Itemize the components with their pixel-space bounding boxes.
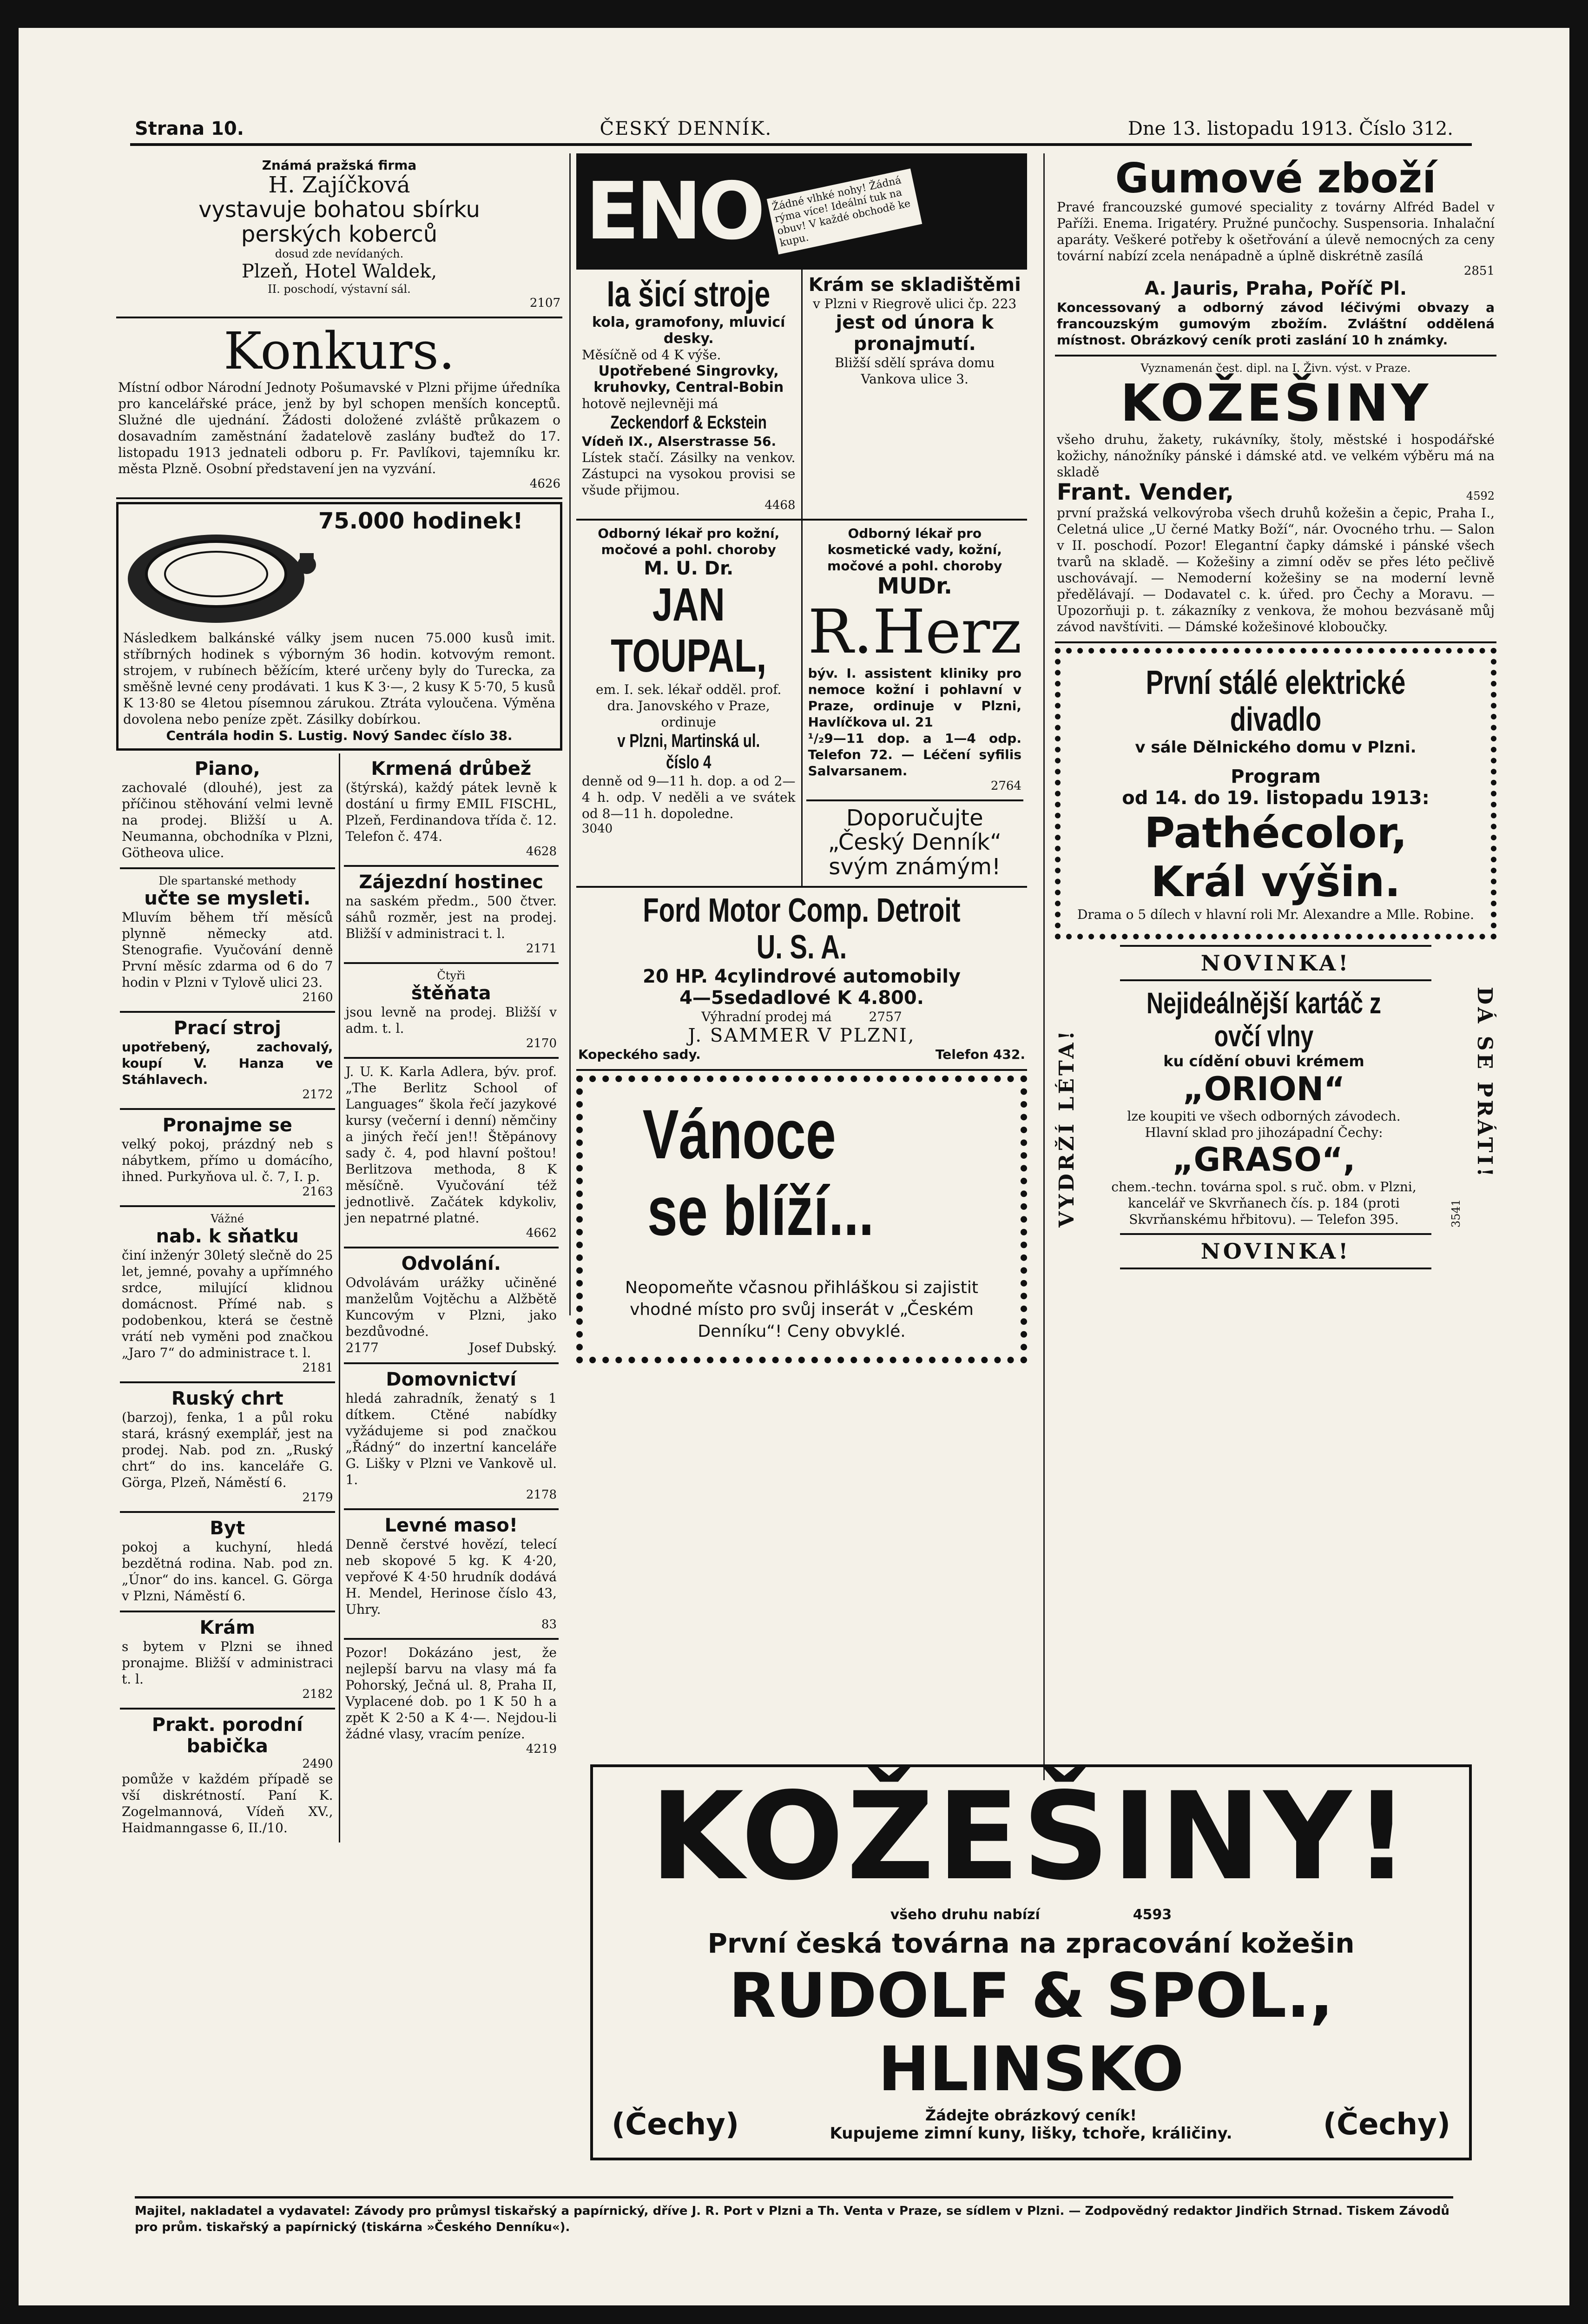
ad-siti — [580, 270, 797, 519]
ad-krmena-title: Krmená drůbež — [371, 758, 532, 779]
ad-domovnictvi-text: hledá zahradník, ženatý s 1 dítkem. Ctěné nabídky vyžádujeme si pod značkou „Řádný“ do inzertní kanceláře G. Lišky v Plzni ve Vankově ul. 1. — [345, 1390, 557, 1487]
ad-pronajme-text: velký pokoj, prázdný neb s nábytkem, přímo u domácího, ihned. Purkyňova ul. č. 7, I. p. — [122, 1136, 333, 1184]
ad-siti-foot: Lístek stačí. Zásilky na venkov. Zástupci na vysokou provisi se všude přijmou. — [582, 449, 796, 498]
ad-stenata-num: 2170 — [526, 1036, 557, 1050]
page-number: Strana 10. — [135, 118, 244, 139]
ad-vanoce-l1: Vánoce — [642, 1095, 836, 1174]
ad-siti-firm: Zeckendorf & Eckstein — [610, 412, 767, 433]
ad-siti-text: hotově nejlevněji má — [582, 396, 718, 411]
ad-pozor — [344, 1640, 559, 1763]
ad-hlinsko-right: (Čechy) — [1323, 2107, 1450, 2142]
ad-orion-right: DÁ SE PRÁTI! — [1473, 987, 1496, 1180]
ad-divadlo-sub: v sále Dělnického domu v Plzni. — [1135, 738, 1417, 757]
ad-toupal-hours: denně od 9—11 h. dop. a od 2—4 h. odp. V neděli a ve svátek od 8—11 h. dopoledne. — [582, 773, 796, 821]
ad-orion — [1055, 987, 1496, 1228]
ad-babicka-text: pomůže v každém případě se vší diskrétností. Paní K. Zogelmannová, Vídeň XV., Haidmanngasse 6, II./10. — [122, 1771, 333, 1835]
ad-hlinsko-firm: RUDOLF & SPOL., HLINSKO — [729, 1960, 1333, 2106]
ad-orion-title: Nejideálnější kartáč z ovčí vlny — [1146, 986, 1382, 1053]
ad-zajickova-l2: H. Zajíčková — [268, 172, 410, 198]
ad-mysleti — [120, 869, 335, 1013]
ad-stenata-pre: Čtyři — [437, 969, 466, 982]
ad-pronajme-num: 2163 — [302, 1184, 333, 1199]
ad-kozesiny-firm: Frant. Vender, — [1057, 479, 1234, 505]
ad-maso-num: 83 — [541, 1617, 557, 1631]
ad-krmena — [344, 753, 559, 867]
ad-orion-sub: ku cídění obuvi krémem — [1163, 1052, 1364, 1070]
ad-gumove-foot: Koncessovaný a odborný závod léčivými obvazy a francouzským gumovým zbožím. Zvláštní oddělená místnost. Obrázkový ceník proti zaslání 10 h známky. — [1057, 300, 1495, 348]
ad-zajickova-l4: perských koberců — [241, 221, 438, 247]
ad-toupal-text: em. I. sek. lékař odděl. prof. dra. Janovského v Praze, ordinuje — [596, 681, 782, 730]
ad-hlinsko-num: 4593 — [1133, 1907, 1172, 1923]
ad-siti-num: 4468 — [764, 498, 796, 512]
ad-zajickova-l7: II. poschodí, výstavní sál. — [268, 282, 411, 296]
ad-siti-used: Upotřebené Singrovky, kruhovky, Central-Bobin — [593, 363, 784, 396]
ad-hlinsko — [590, 1764, 1472, 2160]
ad-toupal-addr: v Plzni, Martinská ul. číslo 4 — [617, 730, 760, 772]
imprint-footer: Majitel, nakladatel a vydavatel: Závody pro průmysl tiskařský a papírnický, dříve J. R. Port v Plzni a Th. Venta v Praze, se sídlem v Plzni. — Zodpovědný redaktor Jindřich Strnad. Tiskem Závodů pro prům. tiskařský a papírnický (tiskárna »Českého Denníku«). — [135, 2196, 1453, 2236]
ad-divadlo-film2: Král výšin. — [1151, 858, 1401, 907]
ad-pronajme-title: Pronajme se — [162, 1114, 292, 1136]
ad-gumove-num: 2851 — [1463, 264, 1495, 278]
ad-zajickova-l1: Známá pražská firma — [262, 158, 417, 173]
ad-piano-title: Piano, — [194, 758, 260, 779]
ad-ford-price: 4—5sedadlové K 4.800. — [679, 987, 924, 1009]
ad-konkurs-text: Místní odbor Národní Jednoty Pošumavské v Plzni přijme úředníka pro kancelářské práce, jenž by byl schopen menších konceptů. Služné dle ujednání. Žádosti doložené zvláště průkazem o dosavadním zaměstnání žadatelově zaslány buďtež do 17. listopadu 1913 jednateli odboru p. Fr. Pavlíkovi, tajemníku kr. města Plzně. Osobní představení jen na vyzvání. — [118, 379, 560, 476]
ad-ford — [576, 888, 1027, 1071]
ad-pozor-text: Pozor! Dokázáno jest, že nejlepší barvu na vlasy má fa Pohorský, Ječná ul. 8, Praha II, Vyplacené dob. po 1 K 50 h a zpět K 2·50 a K 4·—. Nejdou-li žádné vlasy, vracím peníze. — [345, 1644, 557, 1742]
ad-byt-title: Byt — [210, 1517, 245, 1539]
ad-toupal-num: 3040 — [582, 821, 613, 836]
ad-snatku-text: činí inženýr 30letý slečně do 25 let, jemné, povahy a upřímného srdce, milující klidnou domácnost. Přímé nab. s podobenkou, která se čestně vrátí neb vyměni pod značkou „Jaro 7“ do administrace t. l. — [122, 1247, 333, 1360]
ad-domovnictvi-num: 2178 — [526, 1487, 557, 1502]
ad-piano-text: zachovalé (dlouhé), jest za příčinou stěhování velmi levně na prodej. Bližší u A. Neumanna, obchodníka v Plzni, Götheova ulice. — [122, 779, 333, 860]
ad-herz-top: Odborný lékař pro kosmetické vady, kožní, močové a pohl. choroby — [827, 525, 1002, 574]
ad-doporucujte-l3: svým známým! — [829, 854, 1001, 880]
ad-doporucujte — [806, 801, 1024, 886]
ad-ford-tel: Telefon 432. — [935, 1047, 1025, 1063]
eno-tagline: Žádné vlhké nohy! Žádná rýma více! Ideální tuk na obuv! V každé obchodě ke kupu. — [767, 169, 922, 255]
ad-stenata-title: štěňata — [411, 982, 491, 1004]
ad-byt-text: pokoj a kuchyní, hledá bezdětná rodina. Nab. pod zn. „Únor“ do ins. kancel. G. Görga v Plzni, Náměstí 6. — [122, 1539, 333, 1604]
ad-orion-left: VYDRŽÍ LÉTA! — [1055, 1028, 1079, 1228]
ad-snatku-title: nab. k sňatku — [156, 1225, 299, 1247]
ad-stenata-text: jsou levně na prodej. Bližší v adm. t. l. — [345, 1004, 557, 1036]
novinka-label-2: NOVINKA! — [1120, 1233, 1431, 1269]
ad-orion-name: „ORION“ — [1182, 1070, 1345, 1108]
ad-hodinek-text: Následkem balkánské války jsem nucen 75.000 kusů imit. stříbrných hodinek s výborným 36 hodin. kotvovým remont. strojem, v rubínech běžícím, které určeny byly do Turecka, za směšně levné ceny prodávati. 1 kus K 3·—, 2 kusy K 5·70, 5 kusů K 13·80 se 4letou písemnou zárukou. Ztráta vyloučena. Výměna dovolena nebo peníze zpět. Zásilky dobírkou. — [123, 630, 555, 727]
ad-snatku — [120, 1207, 335, 1383]
ad-pronajme — [120, 1110, 335, 1207]
ad-zajickova-l5: dosud zde nevídaných. — [275, 247, 404, 260]
ad-stenata — [344, 964, 559, 1059]
ad-gumove-title: Gumové zboží — [1115, 154, 1436, 202]
ad-zajezdni — [344, 867, 559, 964]
ad-krmena-num: 4628 — [526, 844, 557, 858]
issue-date: Dne 13. listopadu 1913. Číslo 312. — [1127, 118, 1453, 139]
ad-ford-addr: Kopeckého sady. — [578, 1047, 701, 1063]
ad-kozesiny-title: KOŽEŠINY — [1120, 373, 1431, 433]
ad-konkurs-title: Konkurs. — [224, 321, 455, 381]
ad-herz — [806, 521, 1024, 801]
ad-maso-text: Denně čerstvé hovězí, telecí neb skopové 5 kg. K 4·20, vepřové K 4·50 hrudník dodává H. Mendel, Herinose číslo 43, Uhry. — [345, 1536, 557, 1617]
column-divider-2 — [1043, 153, 1045, 1780]
ad-orion-t3: chem.-techn. továrna spol. s ruč. obm. v Plzni, kancelář ve Skvrňanech čís. p. 184 (proti Skvrňanskému hřbitovu). — Telefon 395. — [1111, 1179, 1417, 1227]
ad-kram-title: Krám — [199, 1617, 255, 1638]
ad-zajezdni-num: 2171 — [526, 941, 557, 956]
newspaper-page — [19, 28, 1569, 2305]
ad-odvolani-title: Odvolání. — [401, 1253, 501, 1274]
ad-herz-num: 2764 — [990, 779, 1021, 793]
ad-domovnictvi — [344, 1364, 559, 1510]
novinka-label-1: NOVINKA! — [1120, 945, 1431, 981]
ad-domovnictvi-title: Domovnictví — [386, 1368, 517, 1390]
ad-siti-sub: kola, gramofony, mluvicí desky. — [592, 314, 785, 347]
ad-ford-num: 2757 — [869, 1009, 902, 1025]
ad-kram-sklad-title: Krám se skladištěmi — [808, 274, 1021, 296]
ad-kram-sklad — [806, 270, 1024, 394]
ad-hlinsko-left: (Čechy) — [612, 2107, 739, 2142]
ad-divadlo — [1055, 648, 1496, 939]
ad-siti-addr: Vídeň IX., Alserstrasse 56. — [582, 433, 777, 449]
ad-chrt-title: Ruský chrt — [171, 1387, 283, 1409]
ad-gumove — [1055, 153, 1496, 357]
ad-praci — [120, 1013, 335, 1110]
ad-hodinek — [116, 502, 562, 751]
ad-kram-sklad-foot: Bližší sdělí správa domu Vankova ulice 3. — [835, 355, 995, 387]
ad-babicka-title: Prakt. porodní babička — [152, 1714, 303, 1757]
ad-hodinek-title: 75.000 hodinek! — [318, 508, 523, 534]
ad-odvolani-text: Odvolávám urážky učiněné manželům Vojtěchu a Alžbětě Kuncovým v Plzni, jako bezdůvodné. — [345, 1274, 557, 1339]
ad-adlera-text: J. U. K. Karla Adlera, býv. prof. „The Berlitz School of Languages“ škola řečí jazykové kursy (večerní i denní) němčiny a jiných řečí jen!! Štěpánovy sady č. 4, pod hlavní poštou! Berlitzova methoda, 8 K měsíčně. Vyučování též jednotlivě. Začátek kdykoliv, jen nepatrné platné. — [345, 1063, 557, 1226]
ad-kozesiny-text1: všeho druhu, žakety, rukávníky, štoly, městské i hospodářské kožichy, nánožníky pánské i dámské atd. ve velkém výběru má na skladě — [1057, 432, 1495, 480]
ad-herz-hours: ¹/₂9—11 dop. a 1—4 odp. Telefon 72. — Léčení syfilis Salvarsanem. — [808, 730, 1021, 779]
ad-mysleti-title: učte se mysleti. — [144, 887, 311, 909]
ad-kram-num: 2182 — [302, 1687, 333, 1701]
ad-hodinek-foot: Centrála hodin S. Lustig. Nový Sandec číslo 38. — [166, 727, 513, 743]
ad-vanoce-l2: se blíží... — [647, 1172, 874, 1250]
ad-herz-mud: MUDr. — [877, 573, 953, 599]
ad-doporucujte-l1: Doporučujte — [846, 805, 983, 831]
ad-byt — [120, 1513, 335, 1612]
middle-doctors — [576, 521, 1027, 888]
header-rule — [130, 143, 1472, 146]
ad-orion-t1: lze koupiti ve všech odborných závodech. — [1127, 1108, 1401, 1124]
ad-hlinsko-l4: Kupujeme zimní kuny, lišky, tchoře, králičiny. — [830, 2124, 1232, 2143]
ad-herz-name: R.Herz — [808, 596, 1022, 667]
ad-kram-text: s bytem v Plzni se ihned pronajme. Bližší v administraci t. l. — [122, 1638, 333, 1687]
ad-pozor-num: 4219 — [526, 1742, 557, 1756]
column-right — [1055, 153, 1496, 1701]
ad-kozesiny-vender — [1055, 357, 1496, 643]
ad-hlinsko-l1: všeho druhu nabízí — [890, 1907, 1040, 1923]
ad-chrt-num: 2179 — [302, 1490, 333, 1505]
ad-zajickova-l3: vystavuje bohatou sbírku — [198, 196, 480, 223]
ad-ford-firm: J. SAMMER V PLZNI, — [688, 1025, 916, 1047]
ad-zajezdni-text: na saském předm., 500 čtver. sáhů rozměr, jest na prodej. Bližší v administraci t. l. — [345, 893, 557, 941]
ad-orion-grasso: „GRASO“, — [1172, 1140, 1356, 1179]
spacer — [1055, 1750, 1506, 1760]
ad-divadlo-title: První stálé elektrické divadlo — [1146, 664, 1406, 738]
ad-piano — [120, 753, 335, 869]
pocket-watch-icon — [123, 509, 318, 630]
ad-divadlo-dates: od 14. do 19. listopadu 1913: — [1122, 787, 1430, 809]
ad-hlinsko-l3: Žádejte obrázkový ceník! — [925, 2106, 1137, 2124]
newspaper-title: ČESKÝ DENNÍK. — [600, 118, 772, 139]
middle-upper — [576, 270, 1027, 521]
ad-maso-title: Levné maso! — [384, 1514, 518, 1536]
ad-odvolani-sign: Josef Dubský. — [468, 1340, 557, 1355]
ad-vanoce-text: Neopomeňte včasnou přihláškou si zajistit vhodné místo pro svůj inserát v „Českém Denníku“! Ceny obvyklé. — [625, 1278, 979, 1341]
ad-zajickova-l6: Plzeň, Hotel Waldek, — [241, 260, 437, 282]
ad-babicka-num: 2490 — [302, 1756, 333, 1771]
ad-gumove-text: Pravé francouzské gumové speciality z továrny Alfréd Badel v Paříži. Enema. Irigatéry. Pružné punčochy. Suspensoria. Inhalační aparáty. Veškeré potřeby k ošetřování a úlevě nemocných za ceny tovární nabízí zcela nenápadně a úplně diskrétně zasílá — [1057, 199, 1495, 264]
ad-zajickova — [116, 153, 562, 318]
ad-praci-num: 2172 — [302, 1087, 333, 1102]
ad-praci-title: Prací stroj — [173, 1017, 281, 1039]
ad-kozesiny-num: 4592 — [1466, 489, 1495, 502]
ad-konkurs-num: 4626 — [529, 476, 560, 491]
ad-siti-title: Ia šicí stroje — [606, 273, 771, 314]
ad-snatku-pre: Vážné — [211, 1212, 244, 1225]
ad-zajezdni-title: Zájezdní hostinec — [359, 871, 544, 893]
ad-ford-hp: 20 HP. 4cylindrové automobily — [642, 966, 961, 988]
ad-odvolani — [344, 1248, 559, 1364]
ad-mysleti-text: Mluvím během tří měsíců plynně německy atd. Stenografie. Vyučování denně První měsíc zdarma od 6 do 7 hodin v Plzni v Tylově ulici 23. — [122, 909, 333, 990]
ad-praci-text: upotřebený, zachovalý, koupí V. Hanza ve Stáhlavech. — [122, 1039, 333, 1087]
ad-hlinsko-title: KOŽEŠINY! — [650, 1767, 1412, 1907]
ad-doporucujte-l2: „Český Denník“ — [828, 829, 1002, 856]
ad-snatku-num: 2181 — [302, 1360, 333, 1375]
ad-mysleti-pre: Dle spartanské methody — [158, 874, 297, 887]
ad-orion-t2: Hlavní sklad pro jihozápadní Čechy: — [1145, 1124, 1383, 1140]
ad-divadlo-film: Pathécolor, — [1144, 809, 1407, 858]
ad-zajickova-num: 2107 — [529, 296, 560, 310]
classifieds-a — [116, 753, 562, 1842]
ad-chrt — [120, 1383, 335, 1513]
ad-eno — [576, 153, 1027, 270]
ad-ford-text: Výhradní prodej má — [701, 1009, 832, 1025]
ad-kram-sklad-big: jest od února k pronajmutí. — [836, 312, 994, 355]
column-left — [116, 153, 562, 2166]
ad-toupal-name: JAN TOUPAL, — [611, 578, 767, 682]
ad-chrt-text: (barzoj), fenka, 1 a půl roku stará, krásný exemplář, jest na prodej. Nab. pod zn. „Ruský chrt“ do ins. kanceláře G. Görga, Plzeň, Náměstí 6. — [122, 1409, 333, 1490]
page-header — [135, 112, 1453, 139]
ad-gumove-firm: A. Jauris, Praha, Poříč Pl. — [1144, 278, 1407, 299]
ad-odvolani-num: 2177 — [345, 1340, 379, 1355]
ad-toupal — [580, 521, 797, 842]
ad-mysleti-num: 2160 — [302, 990, 333, 1004]
ad-divadlo-prog: Program — [1231, 766, 1321, 788]
ad-kozesiny-text2: první pražská velkovýroba všech druhů kožešin a čepic, Praha I., Celetná ulice „U černé Matky Boží“, nár. Ovocného trhu. — Salon v II. poschodí. Pozor! Elegantní čapky dámské i pánské všech tvarů na skladě. — Kožešiny a zimní oděv se přes léto pečlivě uschovávají. — Nemoderní kožešiny se na moderní levně předělávají. — Dodavatel c. k. úřed. pro Čechy a Moravu. — Upozorňuji p. t. zákazníky z venkova, že mohou bezvásaně můj závod navštíviti. — Dámské kožešinové kloboučky. — [1057, 505, 1495, 634]
ad-adlera-num: 4662 — [526, 1226, 557, 1240]
ad-divadlo-desc: Drama o 5 dílech v hlavní roli Mr. Alexandre a Mlle. Robine. — [1077, 907, 1474, 923]
ad-toupal-mud: M. U. Dr. — [644, 557, 734, 579]
ad-vanoce — [576, 1076, 1027, 1363]
ad-hlinsko-l2: První česká továrna na zpracování kožešin — [707, 1928, 1355, 1959]
column-divider-1 — [569, 153, 571, 1315]
ad-toupal-top: Odborný lékař pro kožní, močové a pohl. choroby — [598, 525, 780, 557]
ad-krmena-text: (štýrská), každý pátek levně k dostání u firmy EMIL FISCHL, Plzeň, Ferdinandova třída č. 12. Telefon č. 474. — [345, 779, 557, 844]
ad-herz-text: býv. I. assistent kliniky pro nemoce kožní i pohlavní v Praze, ordinuje v Plzni, Havlíčkova ul. 21 — [808, 665, 1021, 730]
ad-maso — [344, 1510, 559, 1640]
ad-siti-mid: Měsíčně od 4 K výše. — [582, 347, 721, 363]
ad-kram-sklad-text: v Plzni v Riegrově ulici čp. 223 — [813, 296, 1017, 311]
ad-kozesiny-pre: Vyznamenán čest. dipl. na I. Živn. výst. v Praze. — [1140, 362, 1411, 375]
eno-logo: ENO — [586, 165, 762, 257]
ad-orion-num: 3541 — [1450, 1199, 1463, 1228]
ad-konkurs — [116, 318, 562, 499]
ad-kram — [120, 1612, 335, 1710]
ad-adlera — [344, 1059, 559, 1248]
ad-ford-title: Ford Motor Comp. Detroit U. S. A. — [643, 891, 961, 966]
ad-babicka — [120, 1710, 335, 1842]
